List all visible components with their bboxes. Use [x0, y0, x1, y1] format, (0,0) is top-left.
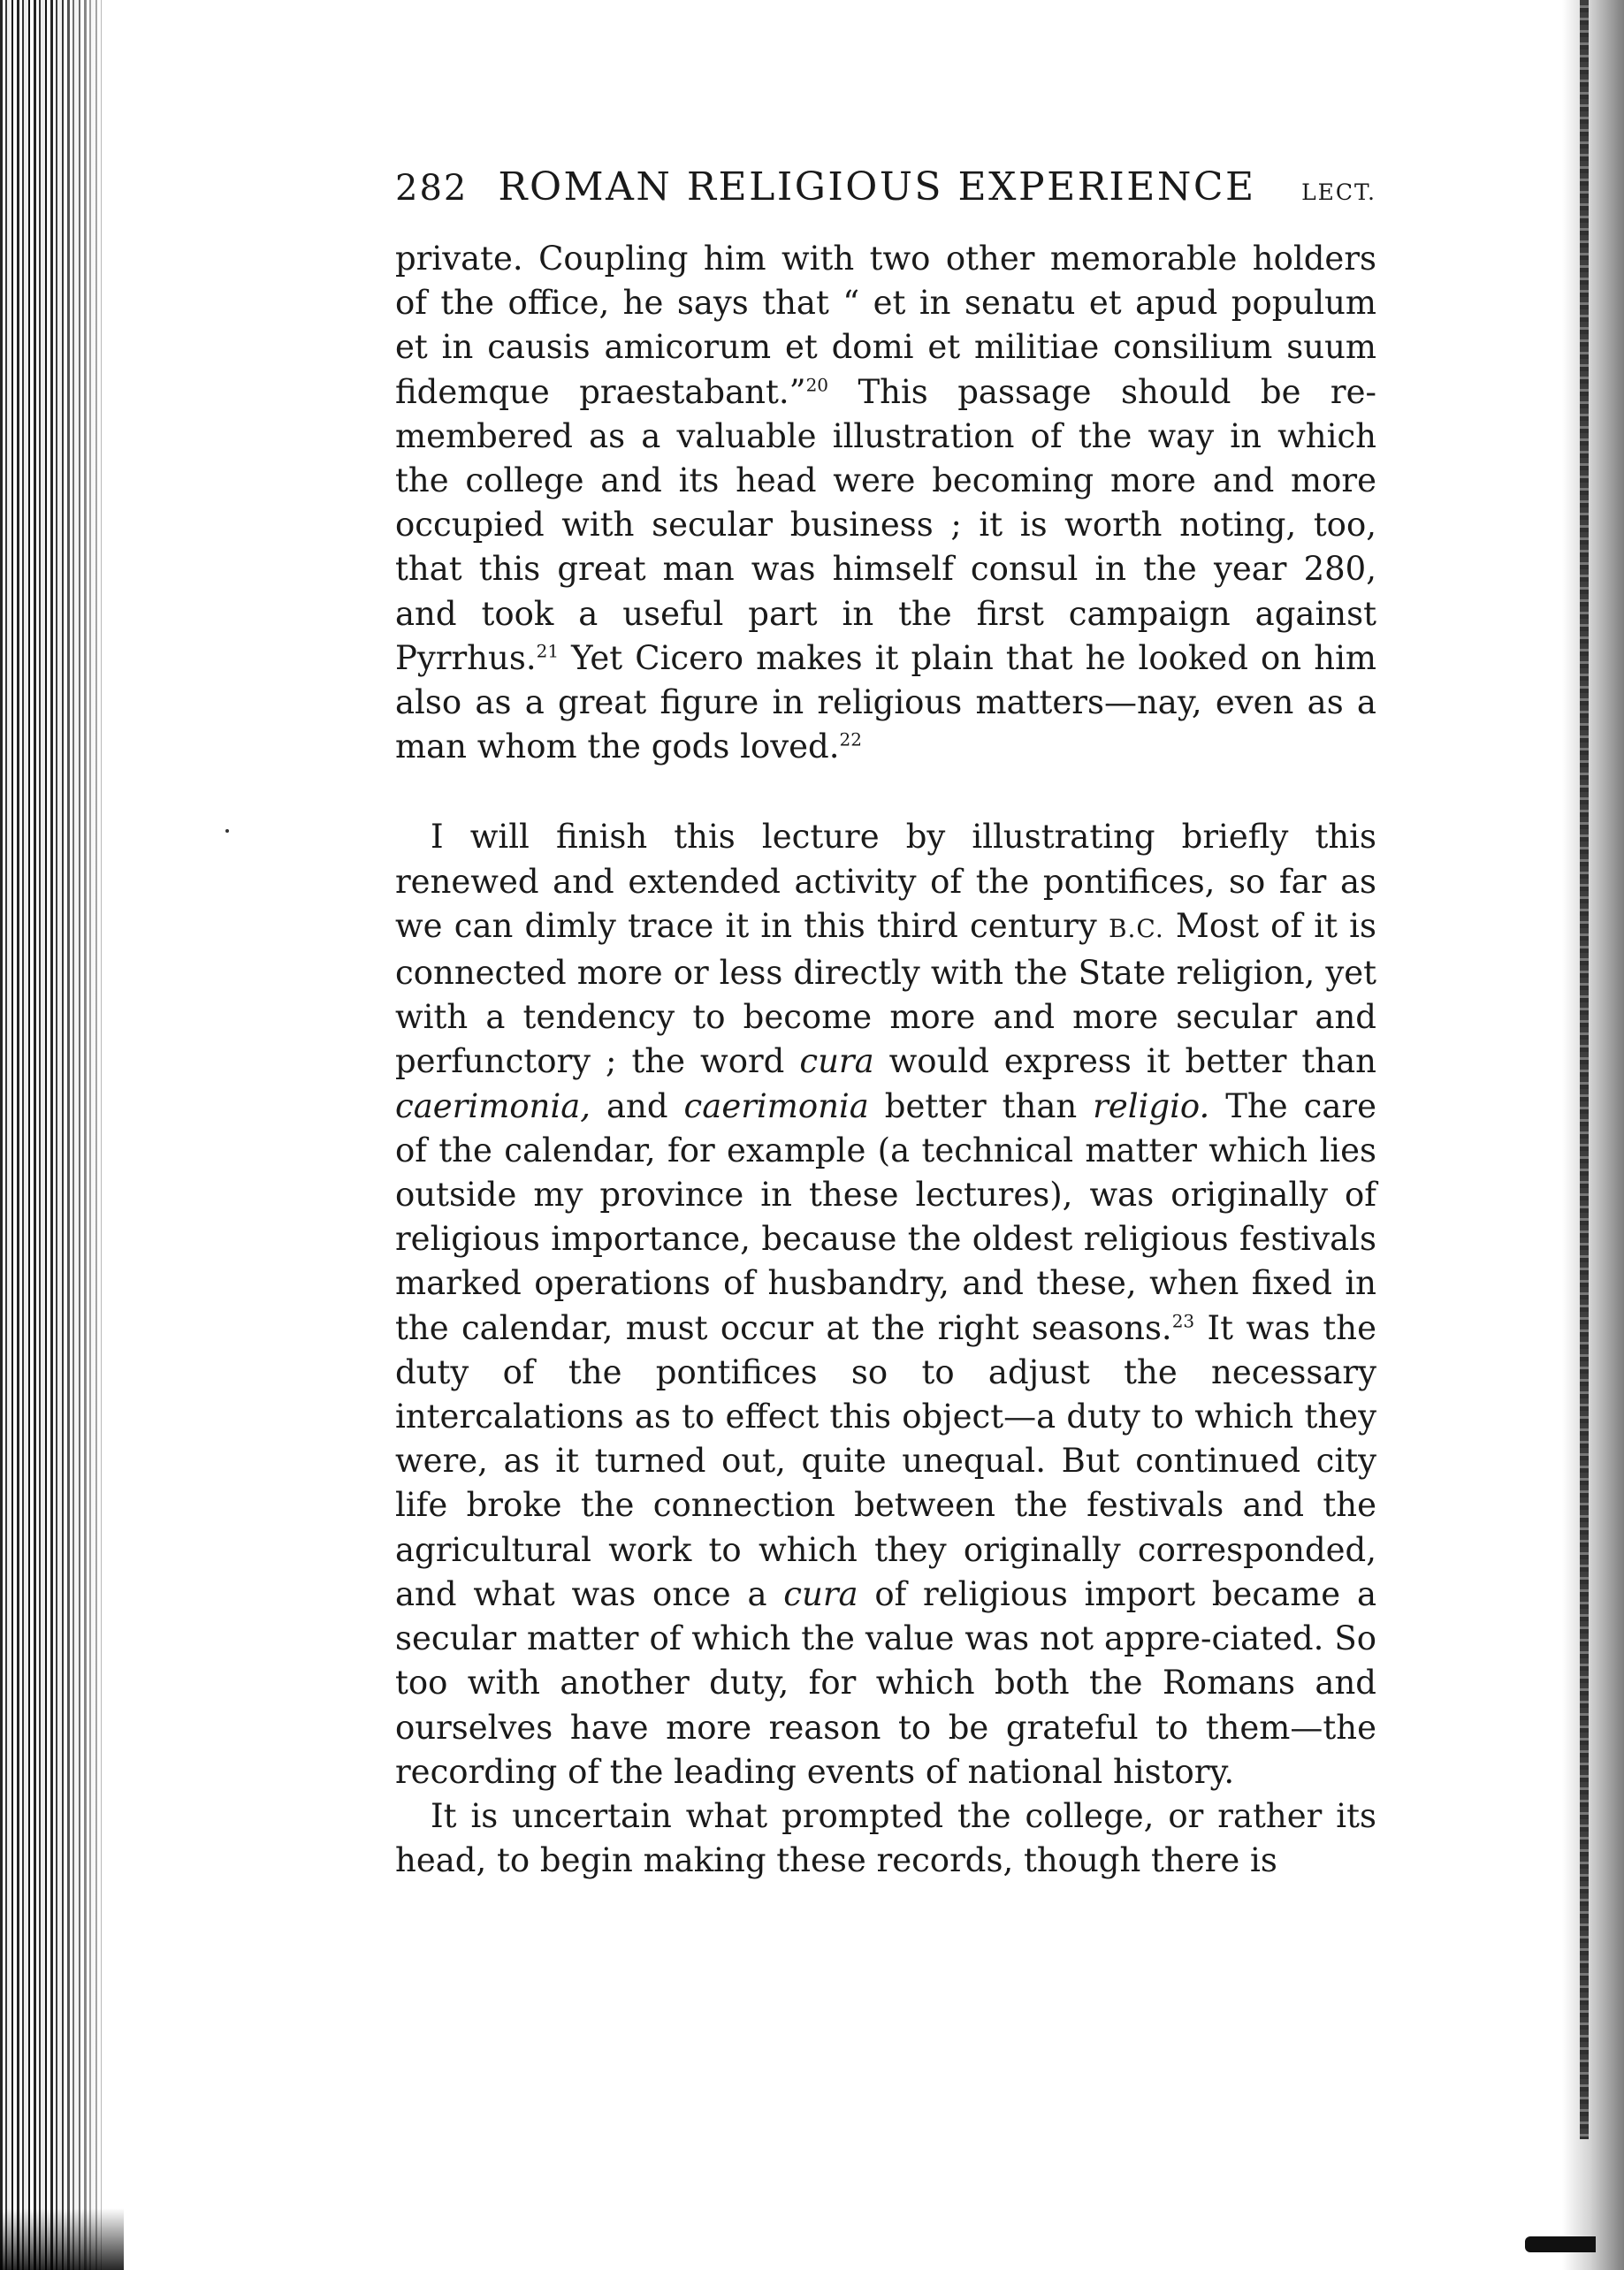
footnote-ref-22: 22	[839, 728, 862, 750]
paragraph-2-text-5: better than	[868, 1086, 1094, 1125]
italic-term-cura: cura	[799, 1042, 874, 1081]
paragraph-3-text: It is uncertain what prompted the college, or rather its head, to begin making these records, though there is	[395, 1796, 1376, 1880]
paragraph-2-text-8: of religious import became a secular matter of which the value was not appre-ciated. So too with another duty, for which both the Romans and ourselves have more reason to be grateful to them—the recording of the leading events of national history.	[395, 1574, 1377, 1791]
binding-gutter-shadow	[0, 2208, 124, 2270]
paragraph-2-text-1: I will finish this lecture by illustrating briefly this renewed and extended activity of the pontifices, so far as we can dimly trace it in this third century	[395, 818, 1376, 945]
paragraph-2	[395, 815, 1376, 1794]
running-head	[395, 164, 1376, 221]
running-title: ROMAN RELIGIOUS EXPERIENCE	[498, 164, 1256, 209]
italic-term-cura-2: cura	[783, 1574, 858, 1613]
italic-term-caerimonia-2: caerimonia	[683, 1086, 869, 1125]
page-number: 282	[395, 168, 469, 209]
paragraph-2-text-4: and	[591, 1086, 684, 1125]
paragraph-2-text-6: The care of the calendar, for example (a technical matter which lies outside my province in these lectures), was originally of religious importance, because the oldest religious festivals marked operations of husbandry, and these, when fixed in the calendar, must occur at the right seasons.	[395, 1086, 1376, 1347]
paragraph-1-text-2: This passage should be re-membered as a valuable illustration of the way in which the college and its head were becoming more and more occupied with secular business ; it is worth noting, too, that this great man was himself consul in the year 280, and took a useful part in the first campaign against Pyrrhus.	[395, 372, 1376, 677]
page-content	[395, 164, 1376, 1883]
section-label: LECT.	[1301, 179, 1376, 205]
page-edge-foot	[1525, 2236, 1596, 2252]
binding-gutter-fade	[53, 0, 124, 2270]
paragraph-1	[395, 237, 1376, 769]
page-edge-shadow	[1562, 0, 1624, 2270]
footnote-ref-21: 21	[536, 640, 560, 662]
footnote-ref-23: 23	[1171, 1310, 1195, 1332]
paragraph-1-text-3: Yet Cicero makes it plain that he looked on him also as a great figure in religious matters—nay, even as a man whom the gods loved.	[395, 638, 1376, 766]
paragraph-1-text-1: private. Coupling him with two other memorable holders of the office, he says that “ et in senatu et apud populum et in causis amicorum et domi et militiae consilium suum fidemque praestabant.”	[395, 240, 1376, 411]
paragraph-2-text-3: would express it better than	[873, 1042, 1376, 1081]
paragraph-3	[395, 1794, 1376, 1883]
paragraph-2-text-7: It was the duty of the pontifices so to adjust the necessary intercalations as to effect this object—a duty to which they were, as it turned out, quite unequal. But continued city life broke the connection between the festivals and the agricultural work to which they originally corresponded, and what was once a	[395, 1308, 1376, 1613]
paragraph-2-text-2: Most of it is connected more or less directly with the State religion, yet with a tendency to become more and more secular and perfunctory ; the word	[395, 906, 1376, 1081]
italic-term-religio: religio.	[1093, 1086, 1210, 1125]
era-abbreviation: B.C.	[1108, 913, 1164, 943]
stray-mark	[225, 829, 229, 833]
page-edge-line	[1580, 0, 1589, 2139]
italic-term-caerimonia: caerimonia,	[395, 1086, 591, 1125]
footnote-ref-20: 20	[805, 374, 829, 396]
